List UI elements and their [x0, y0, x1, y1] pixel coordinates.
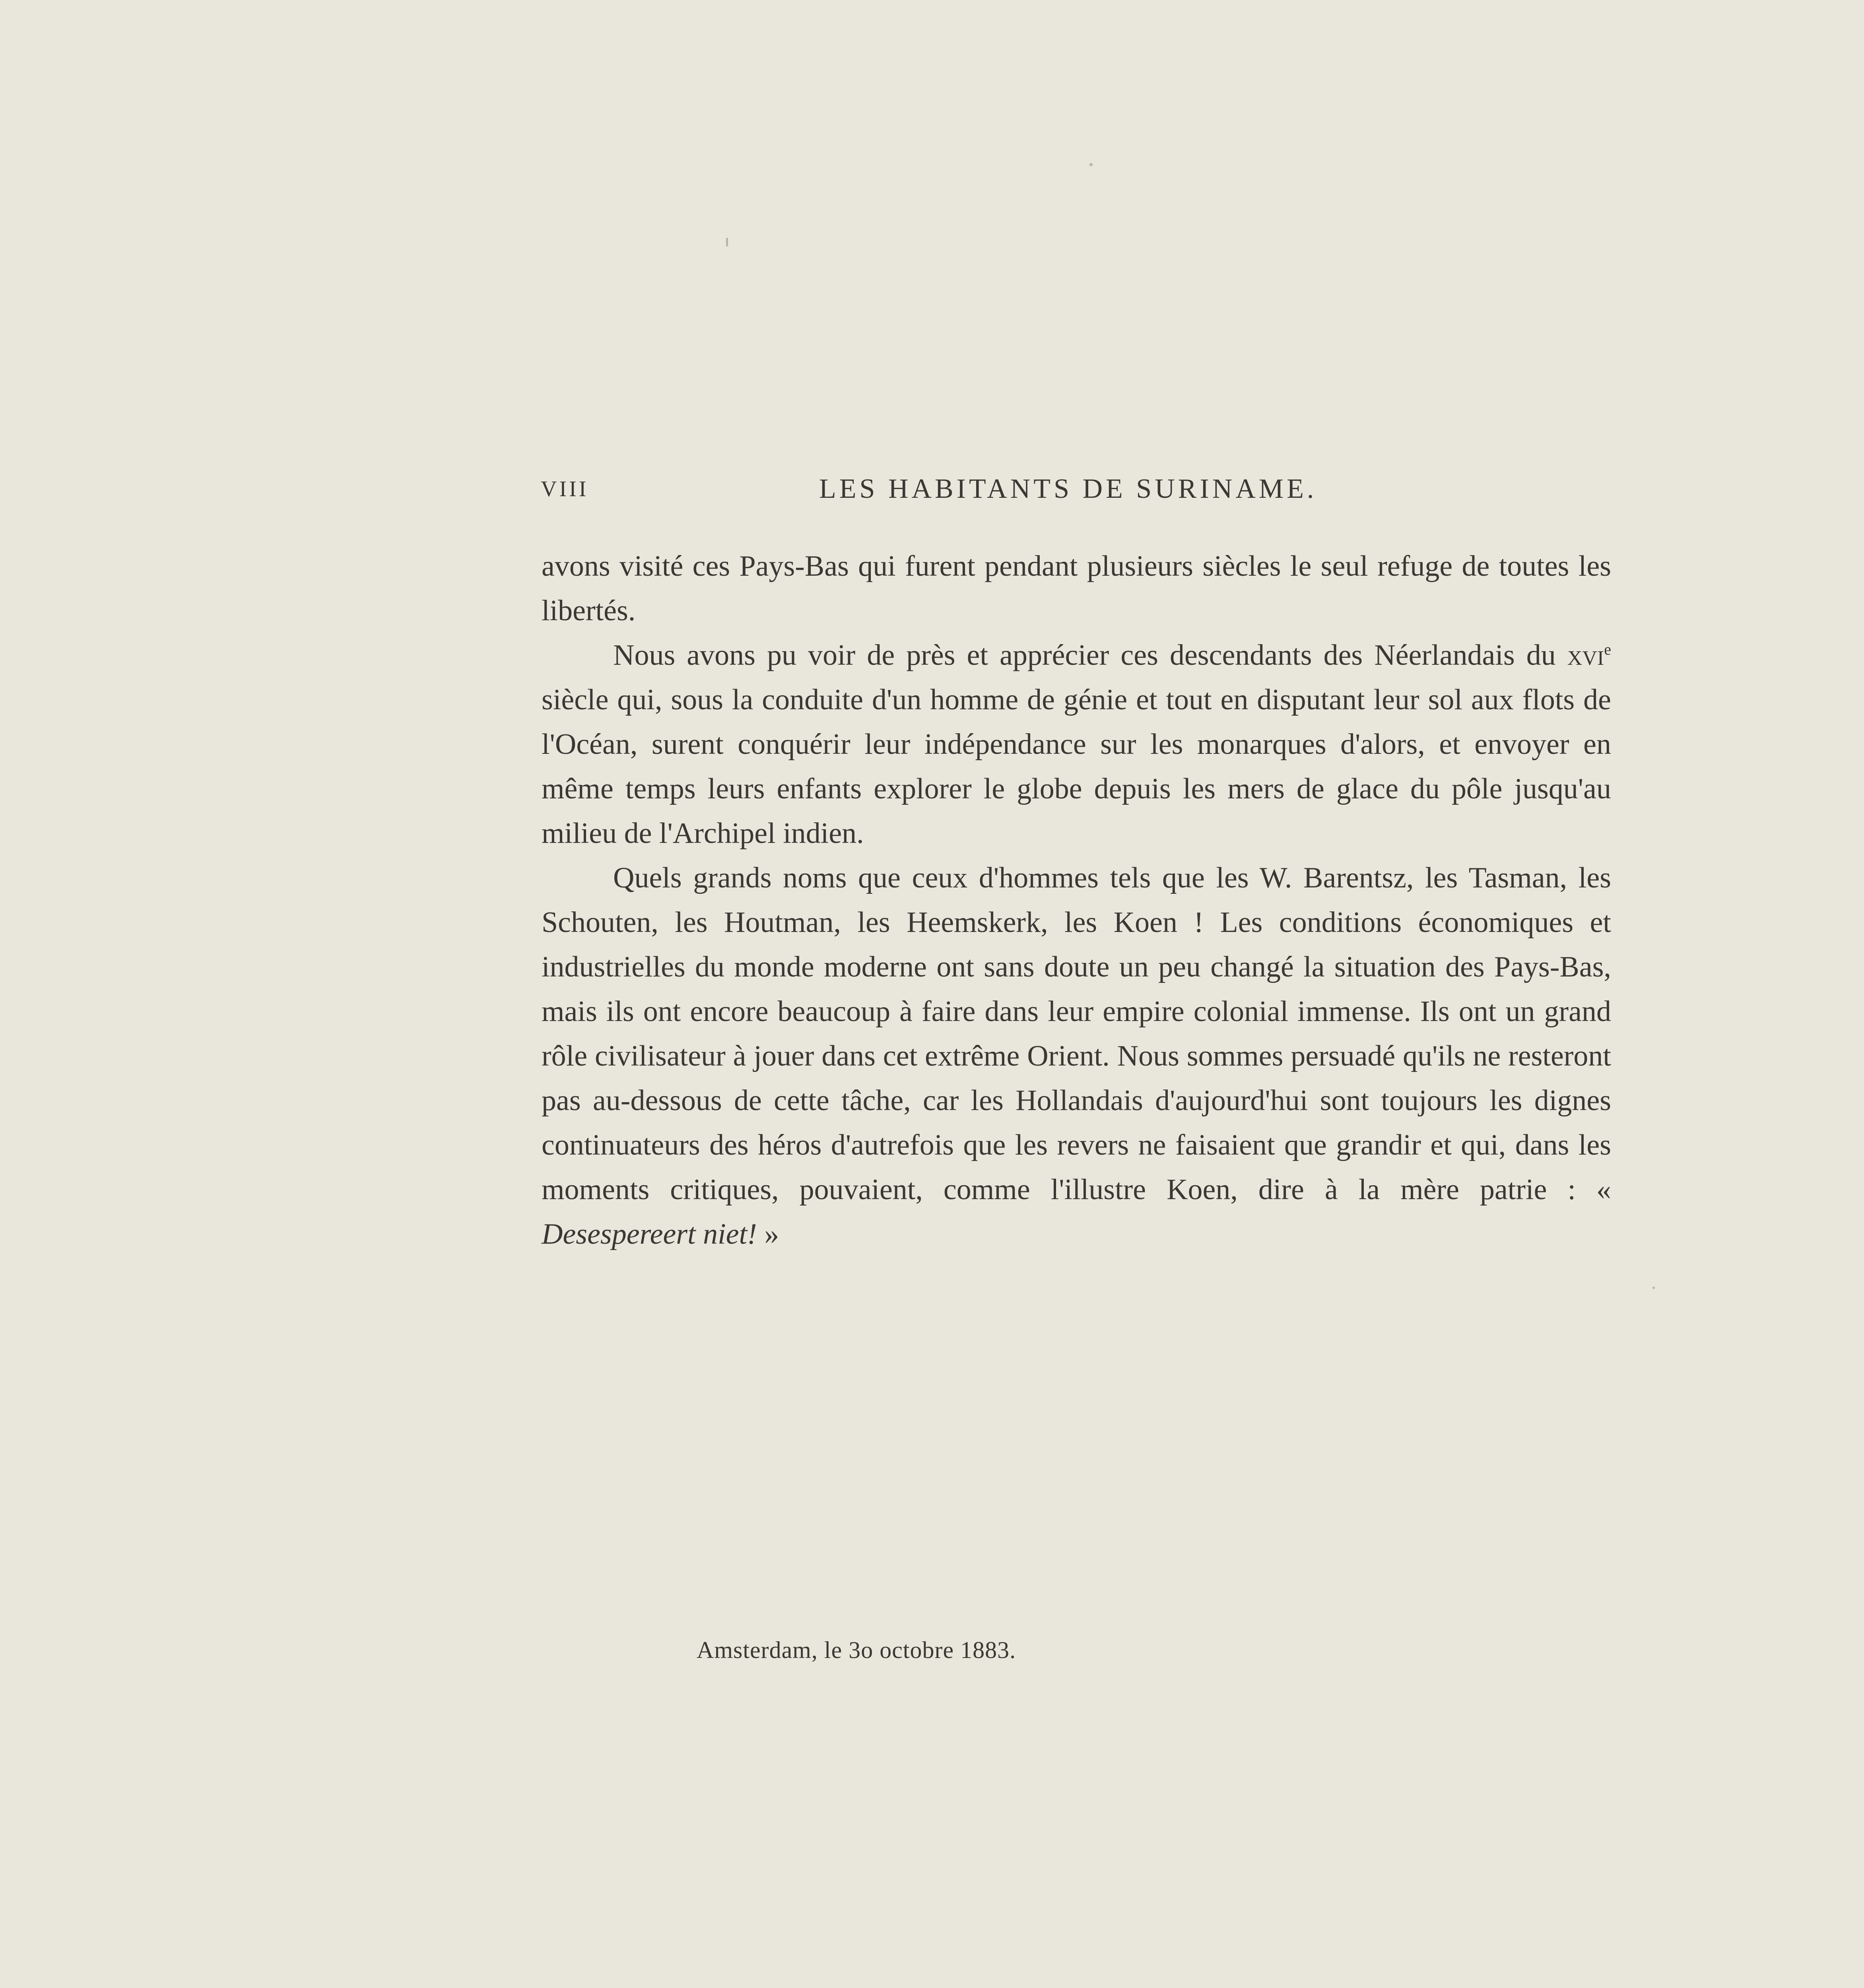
paragraph-3-close-quote: » — [757, 1218, 779, 1250]
dutch-motto: Desespereert niet! — [542, 1218, 757, 1250]
paragraph-3 — [542, 856, 1611, 1256]
paragraph-2 — [542, 633, 1611, 856]
body-text — [542, 544, 1611, 1256]
paper-speck — [1089, 163, 1093, 166]
century-numeral: xvi — [1567, 639, 1604, 672]
paragraph-1: avons visité ces Pays-Bas qui furent pendant plusieurs siècles le seul refuge de toutes les libertés. — [542, 550, 1611, 627]
century-superscript: e — [1604, 640, 1611, 658]
page-number: VIII — [541, 477, 589, 501]
paragraph-2-start: Nous avons pu voir de près et apprécier ces descendants des Néerlandais du — [613, 639, 1567, 672]
paragraph-3-text: Quels grands noms que ceux d'hommes tels que les W. Barentsz, les Tasman, les Schouten, les Houtman, les Heemskerk, les Koen ! Les conditions économiques et industrielles du monde moderne ont sans doute un peu changé la situation des Pays-Bas, mais ils ont encore beaucoup à faire dans leur empire colonial immense. Ils ont un grand rôle civilisateur à jouer dans cet extrême Orient. Nous sommes persuadé qu'ils ne resteront pas au-dessous de cette tâche, car les Hollandais d'aujourd'hui sont toujours les dignes continuateurs des héros d'autrefois que les revers ne faisaient que grandir et qui, dans les moments critiques, pouvaient, comme l'illustre Koen, dire à la mère patrie : « — [542, 862, 1611, 1206]
running-head — [541, 471, 1368, 507]
running-title: LES HABITANTS DE SURINAME. — [819, 474, 1317, 504]
paper-speck — [1652, 1287, 1655, 1289]
paragraph-2-end: siècle qui, sous la conduite d'un homme de génie et tout en disputant leur sol aux flots de l'Océan, surent conquérir leur indépendance sur les monarques d'alors, et envoyer en même temps leurs enfants explorer le globe depuis les mers de glace du pôle jusqu'au milieu de l'Archipel indien. — [542, 683, 1611, 850]
paper-speck — [726, 238, 728, 247]
dateline: Amsterdam, le 3o octobre 1883. — [697, 1637, 1016, 1663]
